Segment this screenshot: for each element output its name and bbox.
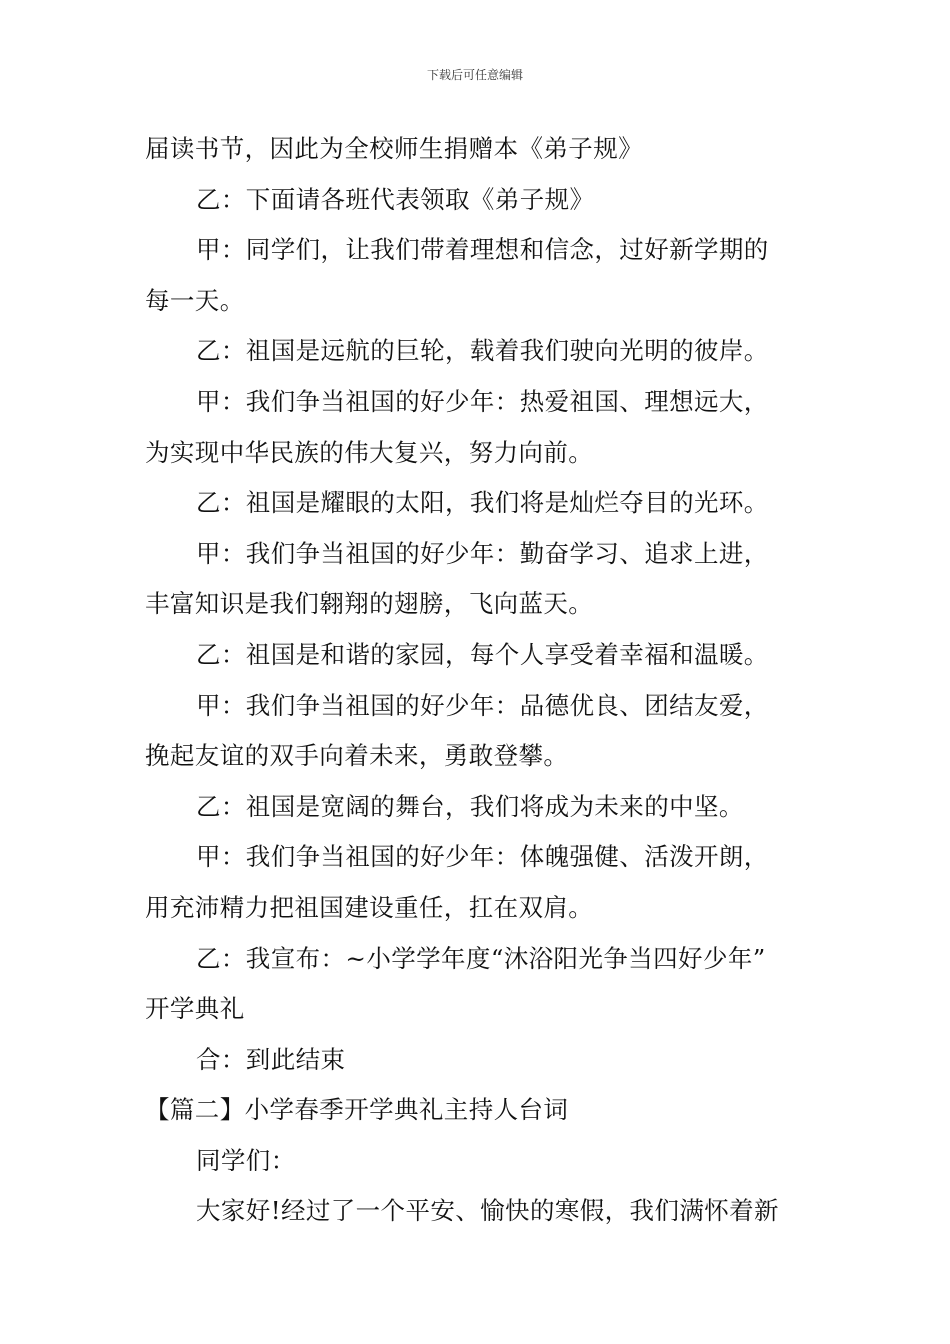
text-line: 甲：我们争当祖国的好少年：品德优良、团结友爱， (196, 690, 769, 720)
text-line: 乙：下面请各班代表领取《弟子规》 (196, 184, 595, 214)
text-line: 乙：祖国是宽阔的舞台，我们将成为未来的中坚。 (196, 791, 744, 821)
text-line: 甲：我们争当祖国的好少年：热爱祖国、理想远大， (196, 386, 769, 416)
text-line: 每一天。 (145, 285, 245, 315)
text-line: 乙：祖国是耀眼的太阳，我们将是灿烂夺目的光环。 (196, 488, 769, 518)
document-body (145, 124, 815, 1237)
text-line: 乙：祖国是和谐的家园，每个人享受着幸福和温暖。 (196, 639, 769, 669)
text-line: 用充沛精力把祖国建设重任，扛在双肩。 (145, 892, 594, 922)
text-line: 届读书节，因此为全校师生捐赠本《弟子规》 (145, 134, 643, 163)
text-line: 乙：我宣布：~小学学年度“沐浴阳光争当四好少年” (196, 943, 766, 973)
text-line: 甲：我们争当祖国的好少年：勤奋学习、追求上进， (196, 538, 769, 568)
text-line: 【篇二】小学春季开学典礼主持人台词 (145, 1095, 569, 1125)
text-line: 同学们： (196, 1145, 296, 1175)
text-line: 合：到此结束 (196, 1044, 346, 1074)
text-line: 乙：祖国是远航的巨轮，载着我们驶向光明的彼岸。 (196, 336, 769, 366)
text-line: 甲：同学们，让我们带着理想和信念，过好新学期的 (196, 235, 769, 265)
text-line: 开学典礼 (145, 994, 245, 1024)
text-line: 为实现中华民族的伟大复兴，努力向前。 (145, 437, 594, 467)
text-line: 丰富知识是我们翱翔的翅膀，飞向蓝天。 (145, 589, 594, 619)
page-header: 下载后可任意编辑 (426, 68, 523, 82)
text-line: 大家好!经过了一个平安、愉快的寒假，我们满怀着新 (196, 1196, 779, 1226)
text-line: 挽起友谊的双手向着未来，勇敢登攀。 (145, 741, 569, 771)
text-line: 甲：我们争当祖国的好少年：体魄强健、活泼开朗， (196, 842, 769, 872)
